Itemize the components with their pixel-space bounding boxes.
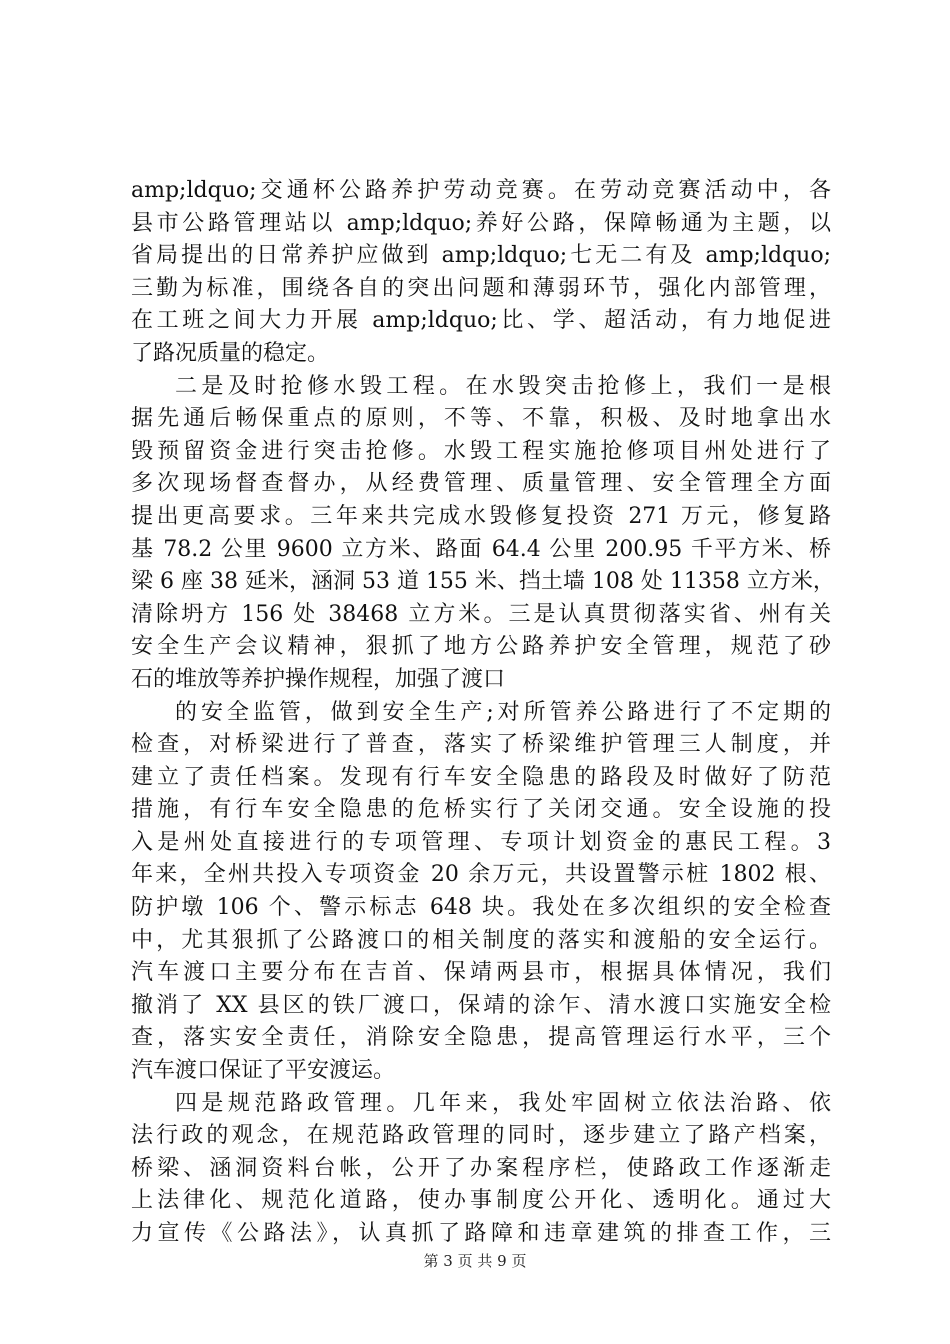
text-line: 上法律化、规范化道路，使办事制度公开化、透明化。通过大: [131, 1188, 831, 1214]
text-line: 查，落实安全责任，消除安全隐患，提高管理运行水平，三个: [131, 1025, 831, 1051]
text-line: 石的堆放等养护操作规程，加强了渡口: [131, 666, 506, 692]
text-line: 提出更高要求。三年来共完成水毁修复投资 271 万元，修复路: [131, 503, 831, 529]
text-line: 年来，全州共投入专项资金 20 余万元，共设置警示桩 1802 根、: [131, 862, 831, 888]
text-line: 梁 6 座 38 延米，涵洞 53 道 155 米、挡土墙 108 处 11358 立方米，: [131, 569, 835, 595]
text-line: 桥梁、涵洞资料台帐，公开了办案程序栏，使路政工作逐渐走: [131, 1155, 831, 1181]
text-line: 省局提出的日常养护应做到 amp;ldquo;七无二有及 amp;ldquo;: [131, 243, 831, 269]
text-line: 力宣传《公路法》，认真抓了路障和违章建筑的排查工作，三: [131, 1221, 831, 1246]
text-line: 检查，对桥梁进行了普查，落实了桥梁维护管理三人制度，并: [131, 732, 831, 758]
text-line: 汽车渡口保证了平安渡运。: [131, 1058, 396, 1084]
text-line: 清除坍方 156 处 38468 立方米。三是认真贯彻落实省、州有关: [131, 601, 831, 627]
text-line: 的安全监管，做到安全生产;对所管养公路进行了不定期的: [175, 699, 831, 725]
text-line: 二是及时抢修水毁工程。在水毁突击抢修上，我们一是根: [175, 373, 831, 399]
text-line: 在工班之间大力开展 amp;ldquo;比、学、超活动，有力地促进: [131, 308, 831, 334]
text-line: 中，尤其狠抓了公路渡口的相关制度的落实和渡船的安全运行。: [131, 927, 831, 953]
text-line: 四是规范路政管理。几年来，我处牢固树立依法治路、依: [175, 1090, 831, 1116]
text-line: 基 78.2 公里 9600 立方米、路面 64.4 公里 200.95 千平方米、桥: [131, 536, 831, 562]
text-line: 多次现场督查督办，从经费管理、质量管理、安全管理全方面: [131, 471, 831, 497]
text-line: 入是州处直接进行的专项管理、专项计划资金的惠民工程。3: [131, 829, 831, 855]
text-line: 措施，有行车安全隐患的危桥实行了关闭交通。安全设施的投: [131, 797, 831, 823]
text-line: 法行政的观念，在规范路政管理的同时，逐步建立了路产档案，: [131, 1123, 831, 1149]
text-line: 据先通后畅保重点的原则，不等、不靠，积极、及时地拿出水: [131, 406, 831, 432]
text-line: 汽车渡口主要分布在吉首、保靖两县市，根据具体情况，我们: [131, 960, 831, 986]
text-line: 县市公路管理站以 amp;ldquo;养好公路，保障畅通为主题，以: [131, 210, 831, 236]
page-footer: 第 3 页 共 9 页: [423, 1252, 527, 1270]
text-line: 建立了责任档案。发现有行车安全隐患的路段及时做好了防范: [131, 764, 831, 790]
text-line: 三勤为标准，围绕各自的突出问题和薄弱环节，强化内部管理，: [131, 275, 831, 301]
text-line: 安全生产会议精神，狠抓了地方公路养护安全管理，规范了砂: [131, 634, 831, 660]
text-line: 防护墩 106 个、警示标志 648 块。我处在多次组织的安全检查: [131, 895, 831, 921]
text-line: 撤消了 XX 县区的铁厂渡口，保靖的涂乍、清水渡口实施安全检: [131, 992, 831, 1018]
text-line: amp;ldquo;交通杯公路养护劳动竞赛。在劳动竞赛活动中，各: [131, 178, 831, 203]
text-line: 毁预留资金进行突击抢修。水毁工程实施抢修项目州处进行了: [131, 438, 831, 464]
document-body: [131, 175, 835, 1251]
text-line: 了路况质量的稳定。: [131, 340, 330, 366]
